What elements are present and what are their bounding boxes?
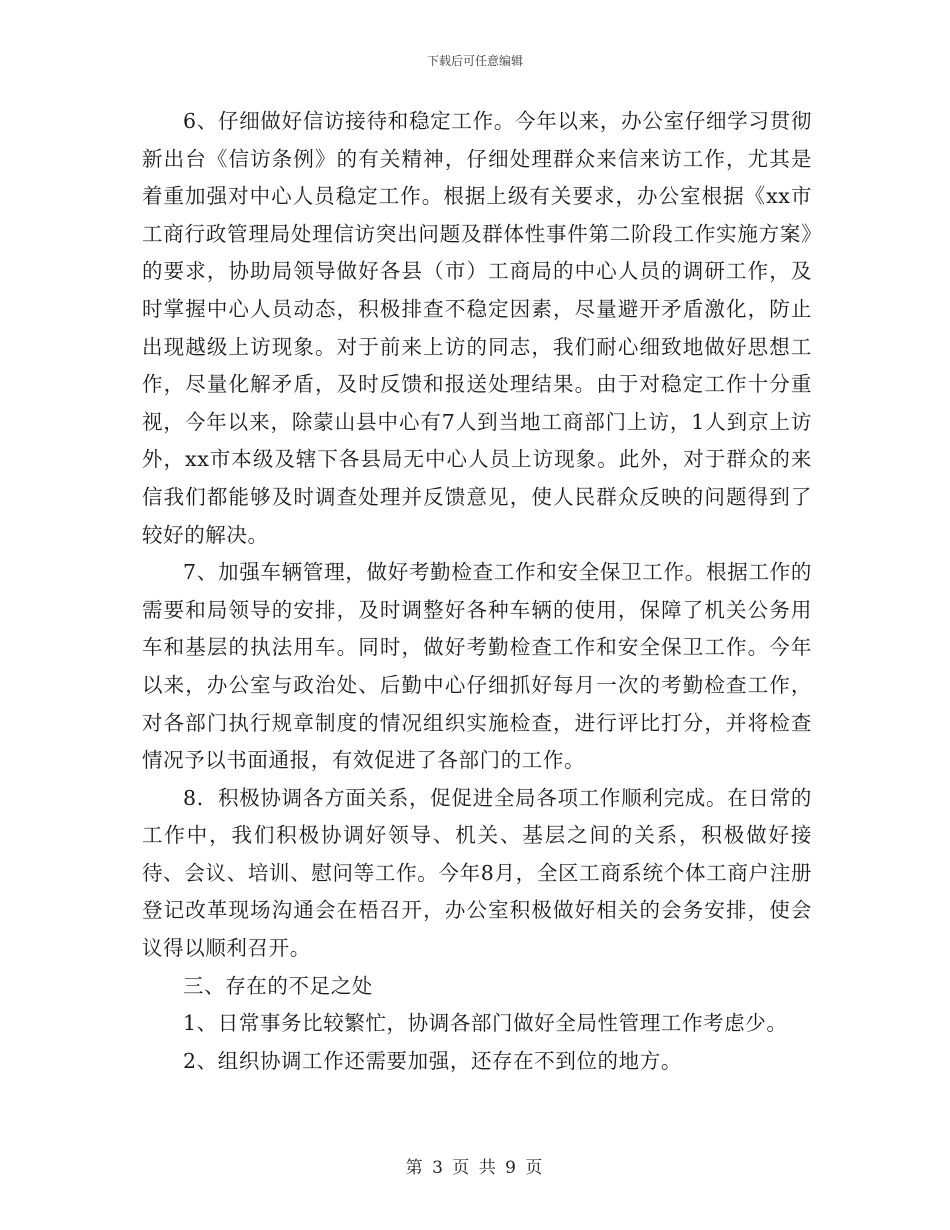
paragraph-8-coordination: 8．积极协调各方面关系，促促进全局各项工作顺利完成。在日常的工作中，我们积极协调好领导、机关、基层之间的关系，积极做好接待、会议、培训、慰问等工作。今年8月，全区工商系统个体工商户注册登记改革现场沟通会在梧召开，办公室积极做好相关的会务安排，使会议得以顺利召开。: [142, 785, 812, 961]
paragraph-7-vehicles: 7、加强车辆管理，做好考勤检查工作和安全保卫工作。根据工作的需要和局领导的安排，及时调整好各种车辆的使用，保障了机关公务用车和基层的执法用车。同时，做好考勤检查工作和安全保卫工作。今年以来，办公室与政治处、后勤中心仔细抓好每月一次的考勤检查工作，对各部门执行规章制度的情况组织实施检查，进行评比打分，并将检查情况予以书面通报，有效促进了各部门的工作。: [142, 560, 812, 773]
page-number: 第 3 页 共 9 页: [405, 1158, 545, 1178]
section-heading-shortcomings: 三、存在的不足之处: [183, 973, 373, 998]
shortcoming-item-2: 2、组织协调工作还需要加强，还存在不到位的地方。: [183, 1048, 682, 1073]
page-header: 下载后可任意编辑: [426, 54, 523, 68]
paragraph-6-petitions: 6、仔细做好信访接待和稳定工作。今年以来，办公室仔细学习贯彻新出台《信访条例》的有关精神，仔细处理群众来信来访工作，尤其是着重加强对中心人员稳定工作。根据上级有关要求，办公室根据《xx市工商行政管理局处理信访突出问题及群体性事件第二阶段工作实施方案》的要求，协助局领导做好各县（市）工商局的中心人员的调研工作，及时掌握中心人员动态，积极排查不稳定因素，尽量避开矛盾激化，防止出现越级上访现象。对于前来上访的同志，我们耐心细致地做好思想工作，尽量化解矛盾，及时反馈和报送处理结果。由于对稳定工作十分重视，今年以来，除蒙山县中心有7人到当地工商部门上访，1人到京上访外，xx市本级及辖下各县局无中心人员上访现象。此外，对于群众的来信我们都能够及时调查处理并反馈意见，使人民群众反映的问题得到了较好的解决。: [142, 109, 812, 547]
shortcoming-item-1: 1、日常事务比较繁忙，协调各部门做好全局性管理工作考虑少。: [183, 1011, 788, 1036]
document-body: [142, 103, 812, 1080]
